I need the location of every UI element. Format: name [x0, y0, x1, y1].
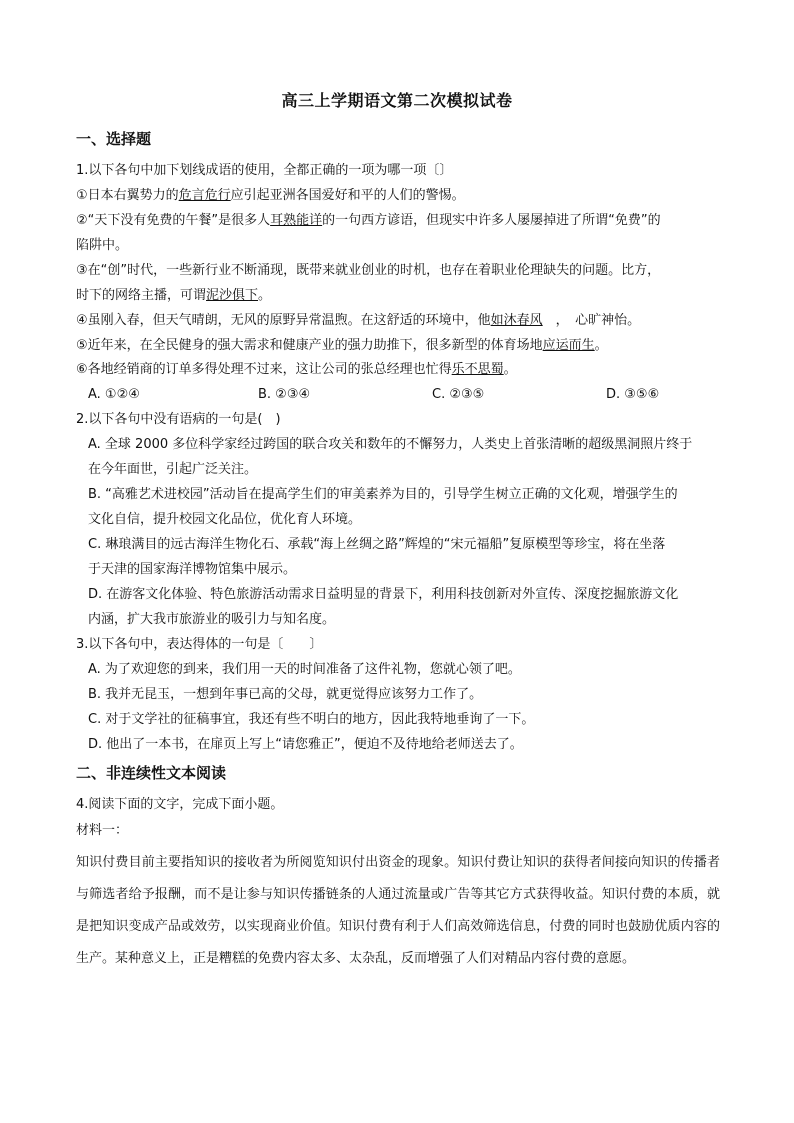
- q3-option-a[interactable]: A. 为了欢迎您的到来，我们用一天的时间准备了这件礼物，您就心领了吧。: [88, 662, 521, 677]
- text: 应引起亚洲各国爱好和平的人们的警惕。: [230, 188, 465, 203]
- q3-option-d[interactable]: D. 他出了一本书，在扉页上写上“请您雅正”，便迫不及待地给老师送去了。: [88, 737, 523, 752]
- q2-option-a[interactable]: A. 全球 2000 多位科学家经过跨国的联合攻关和数年的不懈努力，人类史上首张清晰的超级黑洞照片终于: [88, 437, 693, 452]
- text: ⑥各地经销商的订单多得处理不过来，这让公司的张总经理也忙得: [76, 362, 452, 377]
- q1-sentence-2-cont: 陷阱中。: [76, 238, 129, 253]
- text: ①日本右翼势力的: [76, 188, 179, 203]
- q1-sentence-6: [76, 361, 517, 379]
- q1-option-c[interactable]: C. ②③⑤: [432, 387, 485, 402]
- text: ⑤近年来，在全民健身的强大需求和健康产业的强力助推下，很多新型的体育场地: [76, 338, 543, 353]
- q2-option-b-cont: 文化自信，提升校园文化品位，优化育人环境。: [88, 512, 362, 527]
- q1-option-d[interactable]: D. ③⑤⑥: [606, 387, 660, 402]
- q2-option-d-cont: 内涵，扩大我市旅游业的吸引力与知名度。: [88, 612, 336, 627]
- q2-option-b[interactable]: B. “高雅艺术进校园”活动旨在提高学生们的审美素养为目的，引导学生树立正确的文化观，增强学生的: [88, 487, 678, 502]
- q1-option-a[interactable]: A. ①②④: [88, 387, 140, 402]
- q1-stem: 1.以下各句中加下划线成语的使用，全都正确的一项为哪一项〔〕: [76, 163, 453, 178]
- q2-option-c-cont: 于天津的国家海洋博物馆集中展示。: [88, 562, 297, 577]
- underlined-idiom: 泥沙俱下: [206, 288, 259, 303]
- section-heading-reading: 二、非连续性文本阅读: [76, 764, 227, 782]
- section-heading-choice: 一、选择题: [76, 130, 152, 148]
- q2-option-c[interactable]: C. 琳琅满目的远古海洋生物化石、承载“海上丝绸之路”辉煌的“宋元福船”复原模型等珍宝，将在坐落: [88, 537, 666, 552]
- material-label: 材料一：: [76, 823, 129, 838]
- q1-sentence-2: [76, 212, 661, 230]
- text: ， 心旷神怡。: [542, 313, 641, 328]
- q2-option-d[interactable]: D. 在游客文化体验、特色旅游活动需求日益明显的背景下，利用科技创新对外宣传、深度挖掘旅游文化: [88, 587, 679, 602]
- q1-sentence-1: [76, 187, 465, 205]
- q1-sentence-4: [76, 312, 640, 330]
- q1-sentence-5: [76, 337, 608, 355]
- q2-option-a-cont: 在今年面世，引起广泛关注。: [88, 462, 258, 477]
- q2-stem: 2.以下各句中没有语病的一句是( ): [76, 412, 281, 427]
- text: ②“天下没有免费的午餐”是很多人: [76, 213, 271, 228]
- q1-sentence-3-cont: [76, 287, 271, 305]
- underlined-idiom: 耳熟能详: [270, 213, 323, 228]
- underlined-idiom: 如沐春风: [490, 313, 543, 328]
- q4-stem: 4.阅读下面的文字，完成下面小题。: [76, 797, 284, 812]
- q3-option-b[interactable]: B. 我并无昆玉，一想到年事已高的父母，就更觉得应该努力工作了。: [88, 687, 483, 702]
- text: 。: [503, 362, 517, 377]
- q3-stem: 3.以下各句中，表达得体的一句是〔 〕: [76, 637, 323, 652]
- exam-title: 高三上学期语文第二次模拟试卷: [281, 91, 513, 110]
- q3-option-c[interactable]: C. 对于文学社的征稿事宜，我还有些不明白的地方，因此我特地垂询了一下。: [88, 712, 535, 727]
- material-paragraph: 知识付费目前主要指知识的接收者为所阅览知识付出资金的现象。知识付费让知识的获得者间接向知识的传播者与筛选者给予报酬，而不是让参与知识传播链条的人通过流量或广告等其它方式获得收益。知识付费的本质，就是把知识变成产品或效劳，以实现商业价值。知识付费有利于人们高效筛选信息，付费的同时也鼓励优质内容的生产。某种意义上，正是糟糕的免费内容太多、太杂乱，反而增强了人们对精品内容付费的意愿。: [76, 855, 720, 966]
- underlined-idiom: 应运而生: [542, 338, 595, 353]
- underlined-idiom: 危言危行: [178, 188, 231, 203]
- text: 时下的网络主播，可谓: [76, 288, 207, 303]
- q1-sentence-3: ③在“创”时代，一些新行业不断涌现，既带来就业创业的时机，也存在着职业伦理缺失的问题。比方，: [76, 263, 661, 278]
- q1-option-b[interactable]: B. ②③④: [258, 387, 311, 402]
- text: 。: [594, 338, 608, 353]
- text: 的一句西方谚语，但现实中许多人屡屡掉进了所谓“免费”的: [322, 213, 661, 228]
- text: ④虽刚入春，但天气晴朗，无风的原野异常温煦。在这舒适的环境中，他: [76, 313, 491, 328]
- underlined-idiom: 乐不思蜀: [451, 362, 504, 377]
- text: 。: [258, 288, 272, 303]
